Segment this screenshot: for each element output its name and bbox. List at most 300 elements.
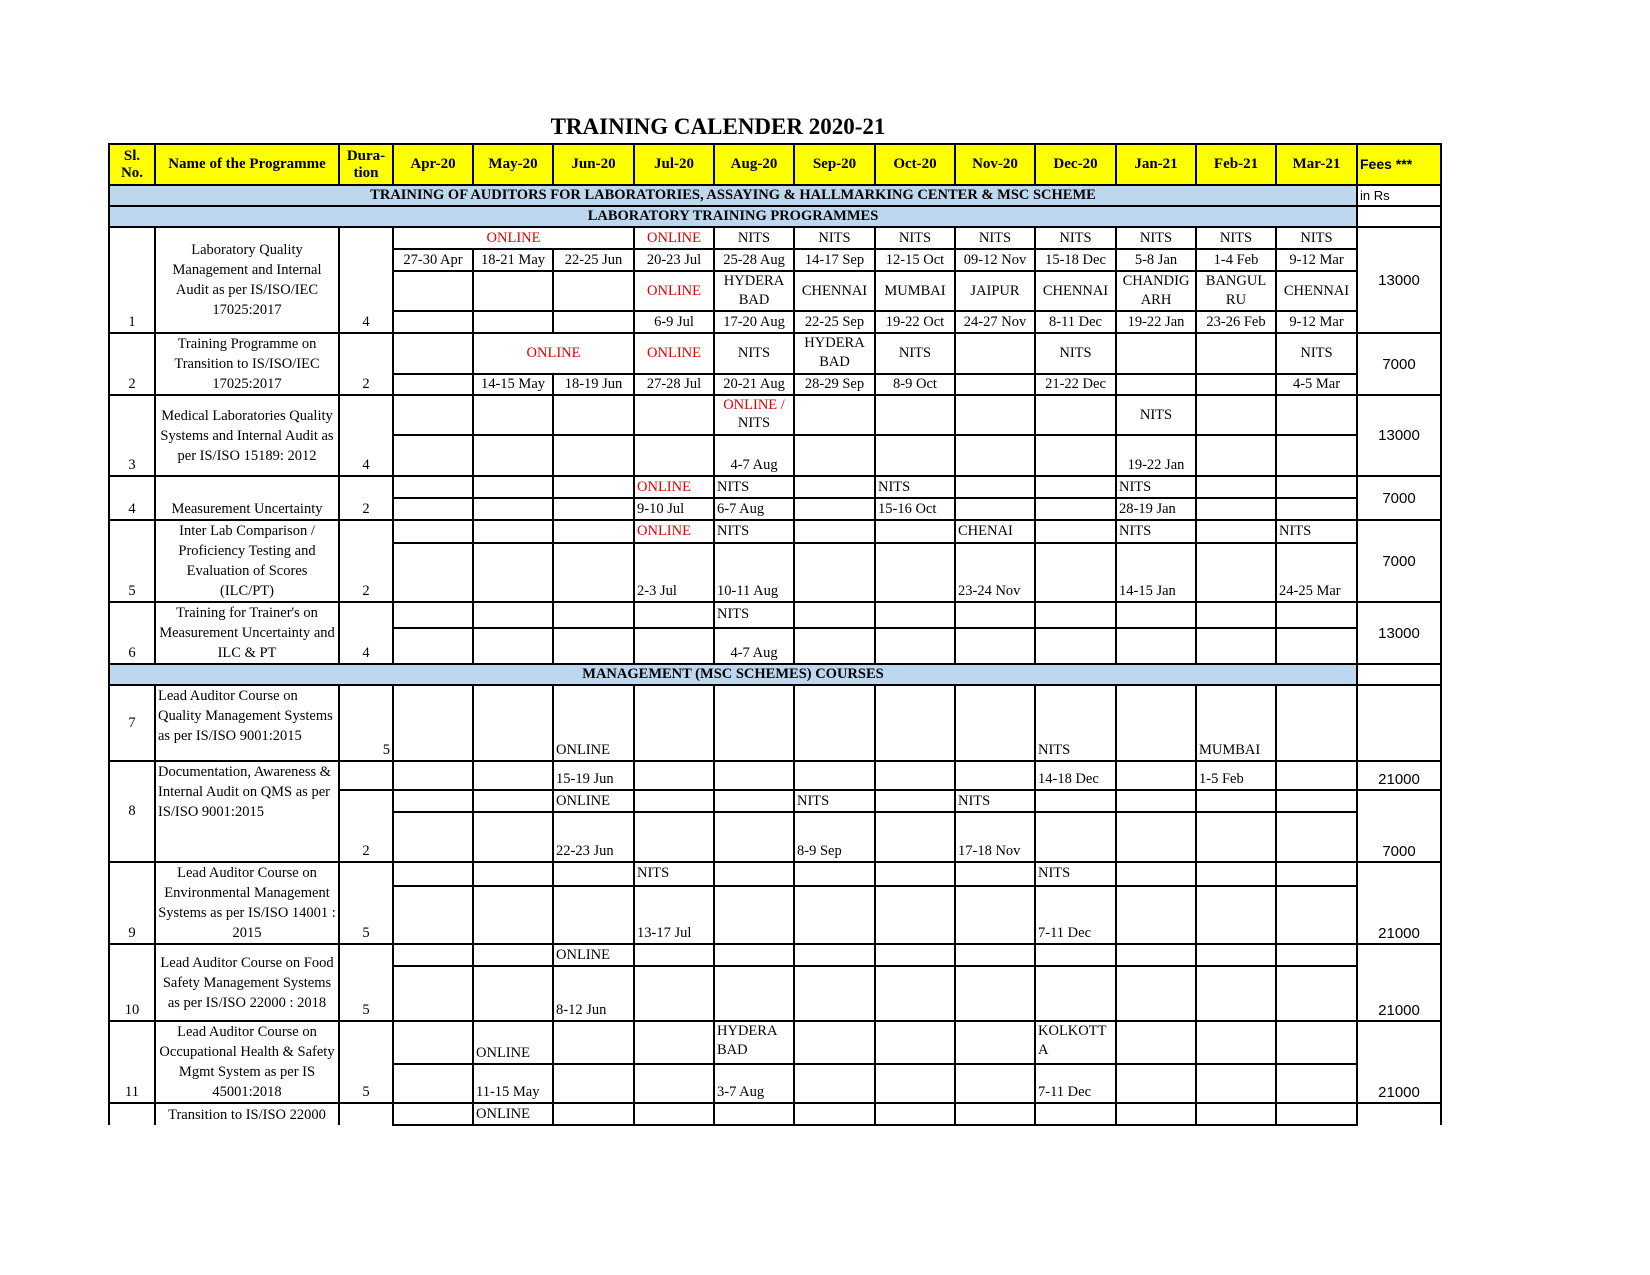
section-title-lab: LABORATORY TRAINING PROGRAMMES bbox=[109, 206, 1357, 227]
empty-cell bbox=[634, 1021, 714, 1064]
empty-cell bbox=[714, 685, 794, 761]
empty-cell bbox=[553, 271, 634, 311]
sl-no: 10 bbox=[109, 944, 155, 1021]
empty-cell bbox=[634, 395, 714, 435]
date-cell: 4-5 Mar bbox=[1276, 374, 1357, 395]
date-cell: 22-23 Jun bbox=[553, 812, 634, 862]
empty-cell bbox=[1035, 395, 1116, 435]
empty-cell bbox=[1116, 1021, 1196, 1064]
programme-name: Inter Lab Comparison / Proficiency Testing and Evaluation of Scores (ILC/PT) bbox=[155, 520, 339, 602]
mode-cell: NITS bbox=[875, 476, 955, 498]
empty-cell bbox=[955, 435, 1035, 476]
empty-cell bbox=[1116, 685, 1196, 761]
empty-cell bbox=[1116, 374, 1196, 395]
empty-cell bbox=[1276, 790, 1357, 812]
empty-cell bbox=[1116, 812, 1196, 862]
empty-cell bbox=[1116, 1103, 1196, 1125]
empty-cell bbox=[553, 628, 634, 664]
date-cell: 19-22 Oct bbox=[875, 311, 955, 333]
date-cell: 19-22 Jan bbox=[1116, 311, 1196, 333]
mode-cell: ONLINE bbox=[473, 1103, 553, 1125]
location-cell: CHENNAI bbox=[794, 271, 875, 311]
mode-cell: NITS bbox=[875, 333, 955, 374]
empty-cell bbox=[875, 543, 955, 602]
empty-cell bbox=[1276, 628, 1357, 664]
programme-name: Lead Auditor Course on Quality Management Systems as per IS/ISO 9001:2015 bbox=[155, 685, 339, 761]
empty-cell bbox=[955, 1103, 1035, 1125]
empty-cell bbox=[1116, 790, 1196, 812]
empty-cell bbox=[955, 886, 1035, 944]
date-cell: 23-26 Feb bbox=[1196, 311, 1276, 333]
empty-cell bbox=[875, 1103, 955, 1125]
empty-cell bbox=[473, 862, 553, 886]
fee: 7000 bbox=[1357, 333, 1441, 395]
empty-cell bbox=[393, 476, 473, 498]
empty-cell bbox=[1035, 543, 1116, 602]
empty-cell bbox=[1276, 761, 1357, 790]
empty-cell bbox=[875, 1021, 955, 1064]
mode-cell: NITS bbox=[1116, 395, 1196, 435]
empty-cell bbox=[794, 761, 875, 790]
empty-cell bbox=[794, 685, 875, 761]
mode-cell bbox=[714, 395, 794, 435]
empty-cell bbox=[634, 812, 714, 862]
empty-cell bbox=[1196, 435, 1276, 476]
date-cell: 4-7 Aug bbox=[714, 435, 794, 476]
empty-cell bbox=[794, 944, 875, 966]
header-month: Jun-20 bbox=[553, 144, 634, 185]
empty-cell bbox=[714, 761, 794, 790]
programme-name: Medical Laboratories Quality Systems and Internal Audit as per IS/ISO 15189: 2012 bbox=[155, 395, 339, 476]
header-row bbox=[109, 144, 1441, 185]
empty-cell bbox=[1196, 1064, 1276, 1103]
empty-cell bbox=[553, 1064, 634, 1103]
date-cell: 9-10 Jul bbox=[634, 498, 714, 520]
empty-cell bbox=[473, 520, 553, 543]
header-fees: Fees *** bbox=[1357, 144, 1441, 185]
empty-cell bbox=[473, 271, 553, 311]
empty-cell bbox=[875, 790, 955, 812]
empty-cell bbox=[794, 476, 875, 498]
date-cell: 28-19 Jan bbox=[1116, 498, 1196, 520]
sl-no: 4 bbox=[109, 476, 155, 520]
fee: 21000 bbox=[1357, 944, 1441, 1021]
empty-cell bbox=[393, 543, 473, 602]
empty-cell bbox=[955, 498, 1035, 520]
date-cell: 18-21 May bbox=[473, 249, 553, 271]
date-cell: 6-9 Jul bbox=[634, 311, 714, 333]
empty-cell bbox=[1116, 944, 1196, 966]
header-month: Oct-20 bbox=[875, 144, 955, 185]
empty-cell bbox=[955, 862, 1035, 886]
empty-cell bbox=[875, 1064, 955, 1103]
duration: 2 bbox=[339, 333, 393, 395]
empty-cell bbox=[794, 862, 875, 886]
date-cell: 6-7 Aug bbox=[714, 498, 794, 520]
date-cell: 27-30 Apr bbox=[393, 249, 473, 271]
empty-cell bbox=[955, 1021, 1035, 1064]
empty-cell bbox=[393, 628, 473, 664]
mode-cell: ONLINE bbox=[634, 520, 714, 543]
empty-cell bbox=[393, 761, 473, 790]
empty-cell bbox=[714, 886, 794, 944]
table-row bbox=[109, 520, 1441, 543]
programme-name: Transition to IS/ISO 22000 bbox=[155, 1103, 339, 1125]
location-cell: MUMBAI bbox=[875, 271, 955, 311]
date-cell: 15-19 Jun bbox=[553, 761, 634, 790]
empty-cell bbox=[955, 685, 1035, 761]
table-row bbox=[109, 395, 1441, 435]
fee: 21000 bbox=[1357, 761, 1441, 790]
empty-cell bbox=[1116, 966, 1196, 1021]
mode-cell: ONLINE bbox=[473, 1021, 553, 1064]
date-cell: 8-9 Oct bbox=[875, 374, 955, 395]
mode-cell: NITS bbox=[714, 227, 794, 249]
empty-cell bbox=[393, 790, 473, 812]
empty-cell bbox=[393, 374, 473, 395]
table-row bbox=[109, 862, 1441, 886]
empty-cell bbox=[794, 520, 875, 543]
table-row bbox=[109, 602, 1441, 628]
date-cell: 13-17 Jul bbox=[634, 886, 714, 944]
empty-cell bbox=[393, 812, 473, 862]
empty-cell bbox=[875, 966, 955, 1021]
location-cell: HYDERA BAD bbox=[714, 271, 794, 311]
date-cell: 9-12 Mar bbox=[1276, 249, 1357, 271]
section-row bbox=[109, 185, 1441, 206]
empty-cell bbox=[1276, 685, 1357, 761]
empty-cell bbox=[1196, 498, 1276, 520]
empty-cell bbox=[875, 812, 955, 862]
empty-cell bbox=[393, 1103, 473, 1125]
empty-cell bbox=[1276, 1064, 1357, 1103]
online-label: ONLINE / bbox=[723, 397, 785, 413]
date-cell: 22-25 Jun bbox=[553, 249, 634, 271]
duration: 2 bbox=[339, 520, 393, 602]
mode-cell: ONLINE bbox=[473, 333, 634, 374]
empty-cell bbox=[955, 966, 1035, 1021]
empty-cell bbox=[1035, 476, 1116, 498]
section-row bbox=[109, 664, 1441, 685]
programme-name: Lead Auditor Course on Environmental Management Systems as per IS/ISO 14001 : 2015 bbox=[155, 862, 339, 944]
empty-cell bbox=[1357, 206, 1441, 227]
programme-name: Training for Trainer's on Measurement Uncertainty and ILC & PT bbox=[155, 602, 339, 664]
location-cell: JAIPUR bbox=[955, 271, 1035, 311]
empty-cell bbox=[553, 1103, 634, 1125]
header-duration: Dura- tion bbox=[339, 144, 393, 185]
empty-cell bbox=[473, 435, 553, 476]
empty-cell bbox=[794, 966, 875, 1021]
fee: 7000 bbox=[1357, 790, 1441, 862]
empty-cell bbox=[714, 1103, 794, 1125]
empty-cell bbox=[1196, 374, 1276, 395]
date-cell: 17-20 Aug bbox=[714, 311, 794, 333]
date-cell: 09-12 Nov bbox=[955, 249, 1035, 271]
empty-cell bbox=[1196, 790, 1276, 812]
mode-cell: ONLINE bbox=[553, 790, 634, 812]
empty-cell bbox=[393, 311, 473, 333]
mode-cell: NITS bbox=[875, 227, 955, 249]
empty-cell bbox=[393, 685, 473, 761]
empty-cell bbox=[1196, 862, 1276, 886]
empty-cell bbox=[473, 311, 553, 333]
empty-cell bbox=[875, 862, 955, 886]
empty-cell bbox=[634, 966, 714, 1021]
date-cell: 27-28 Jul bbox=[634, 374, 714, 395]
mode-cell: NITS bbox=[1276, 333, 1357, 374]
duration: 5 bbox=[339, 1021, 393, 1103]
empty-cell bbox=[1196, 886, 1276, 944]
location-cell: CHENNAI bbox=[1035, 271, 1116, 311]
empty-cell bbox=[1035, 435, 1116, 476]
location-cell: HYDERA BAD bbox=[794, 333, 875, 374]
fee: 13000 bbox=[1357, 395, 1441, 476]
empty-cell bbox=[473, 543, 553, 602]
location-cell: CHANDIG ARH bbox=[1116, 271, 1196, 311]
empty-cell bbox=[1116, 628, 1196, 664]
duration: 4 bbox=[339, 227, 393, 333]
empty-cell bbox=[553, 602, 634, 628]
programme-name: Laboratory Quality Management and Internal Audit as per IS/ISO/IEC 17025:2017 bbox=[155, 227, 339, 333]
empty-cell bbox=[393, 966, 473, 1021]
date-cell: 8-11 Dec bbox=[1035, 311, 1116, 333]
date-cell: 12-15 Oct bbox=[875, 249, 955, 271]
empty-cell bbox=[1276, 435, 1357, 476]
empty-cell bbox=[393, 602, 473, 628]
header-month: Mar-21 bbox=[1276, 144, 1357, 185]
header-month: Dec-20 bbox=[1035, 144, 1116, 185]
header-month: Jul-20 bbox=[634, 144, 714, 185]
location-cell: MUMBAI bbox=[1196, 685, 1276, 761]
mode-cell: ONLINE bbox=[393, 227, 634, 249]
training-calendar-table bbox=[108, 143, 1442, 1126]
empty-cell bbox=[553, 520, 634, 543]
empty-cell bbox=[955, 395, 1035, 435]
empty-cell bbox=[1035, 944, 1116, 966]
empty-cell bbox=[875, 395, 955, 435]
empty-cell bbox=[1035, 498, 1116, 520]
sl-no: 2 bbox=[109, 333, 155, 395]
date-cell: 18-19 Jun bbox=[553, 374, 634, 395]
mode-cell: NITS bbox=[1035, 333, 1116, 374]
sl-no: 7 bbox=[109, 685, 155, 761]
mode-cell: NITS bbox=[955, 790, 1035, 812]
empty-cell bbox=[393, 333, 473, 374]
empty-cell bbox=[473, 498, 553, 520]
programme-name: Documentation, Awareness & Internal Audit on QMS as per IS/ISO 9001:2015 bbox=[155, 761, 339, 862]
empty-cell bbox=[794, 498, 875, 520]
empty-cell bbox=[634, 435, 714, 476]
date-cell: 23-24 Nov bbox=[955, 543, 1035, 602]
mode-cell: ONLINE bbox=[553, 944, 634, 966]
empty-cell bbox=[1276, 886, 1357, 944]
header-month: Feb-21 bbox=[1196, 144, 1276, 185]
empty-cell bbox=[794, 628, 875, 664]
empty-cell bbox=[1357, 1103, 1441, 1125]
mode-cell: NITS bbox=[794, 790, 875, 812]
mode-cell: NITS bbox=[1116, 476, 1196, 498]
table-row bbox=[109, 944, 1441, 966]
table-row bbox=[109, 685, 1441, 761]
header-programme-name: Name of the Programme bbox=[155, 144, 339, 185]
empty-cell bbox=[794, 435, 875, 476]
empty-cell bbox=[553, 862, 634, 886]
empty-cell bbox=[1116, 761, 1196, 790]
empty-cell bbox=[339, 761, 393, 790]
date-cell: 11-15 May bbox=[473, 1064, 553, 1103]
location-cell: HYDERA BAD bbox=[714, 1021, 794, 1064]
empty-cell bbox=[473, 476, 553, 498]
empty-cell bbox=[1116, 333, 1196, 374]
fee: 7000 bbox=[1357, 520, 1441, 602]
empty-cell bbox=[553, 498, 634, 520]
date-cell: 24-25 Mar bbox=[1276, 543, 1357, 602]
empty-cell bbox=[1276, 812, 1357, 862]
mode-cell: NITS bbox=[714, 333, 794, 374]
date-cell: 5-8 Jan bbox=[1116, 249, 1196, 271]
empty-cell bbox=[553, 1021, 634, 1064]
programme-name: Training Programme on Transition to IS/ISO/IEC 17025:2017 bbox=[155, 333, 339, 395]
empty-cell bbox=[1035, 790, 1116, 812]
empty-cell bbox=[794, 886, 875, 944]
date-cell: 3-7 Aug bbox=[714, 1064, 794, 1103]
sl-no: 11 bbox=[109, 1021, 155, 1103]
table-row bbox=[109, 476, 1441, 498]
empty-cell bbox=[553, 395, 634, 435]
mode-cell: NITS bbox=[1035, 227, 1116, 249]
empty-cell bbox=[1196, 333, 1276, 374]
empty-cell bbox=[393, 1021, 473, 1064]
empty-cell bbox=[875, 886, 955, 944]
empty-cell bbox=[634, 1103, 714, 1125]
empty-cell bbox=[1196, 1021, 1276, 1064]
empty-cell bbox=[875, 602, 955, 628]
fee: 13000 bbox=[1357, 602, 1441, 664]
empty-cell bbox=[473, 812, 553, 862]
date-cell: 15-18 Dec bbox=[1035, 249, 1116, 271]
empty-cell bbox=[634, 761, 714, 790]
empty-cell bbox=[714, 812, 794, 862]
header-month: Aug-20 bbox=[714, 144, 794, 185]
duration: 2 bbox=[339, 476, 393, 520]
empty-cell bbox=[714, 966, 794, 1021]
date-cell: 14-18 Dec bbox=[1035, 761, 1116, 790]
header-month: May-20 bbox=[473, 144, 553, 185]
mode-cell: NITS bbox=[794, 227, 875, 249]
duration: 4 bbox=[339, 395, 393, 476]
mode-cell: NITS bbox=[1116, 227, 1196, 249]
empty-cell bbox=[473, 944, 553, 966]
date-cell: 20-21 Aug bbox=[714, 374, 794, 395]
empty-cell bbox=[1116, 862, 1196, 886]
mode-cell: ONLINE bbox=[634, 476, 714, 498]
date-cell: 21-22 Dec bbox=[1035, 374, 1116, 395]
page-title: TRAINING CALENDER 2020-21 bbox=[550, 114, 886, 139]
empty-cell bbox=[1116, 602, 1196, 628]
empty-cell bbox=[393, 271, 473, 311]
empty-cell bbox=[473, 628, 553, 664]
mode-cell: ONLINE bbox=[634, 333, 714, 374]
date-cell: 8-9 Sep bbox=[794, 812, 875, 862]
empty-cell bbox=[955, 476, 1035, 498]
nits-label: NITS bbox=[737, 415, 771, 431]
empty-cell bbox=[634, 1064, 714, 1103]
date-cell: 1-4 Feb bbox=[1196, 249, 1276, 271]
empty-cell bbox=[1276, 862, 1357, 886]
date-cell: 8-12 Jun bbox=[553, 966, 634, 1021]
empty-cell bbox=[1196, 812, 1276, 862]
empty-cell bbox=[473, 761, 553, 790]
table-row bbox=[109, 333, 1441, 374]
empty-cell bbox=[553, 311, 634, 333]
mode-cell: NITS bbox=[1116, 520, 1196, 543]
location-cell: CHENNAI bbox=[1276, 271, 1357, 311]
table-row bbox=[109, 227, 1441, 249]
empty-cell bbox=[1035, 1103, 1116, 1125]
empty-cell bbox=[634, 628, 714, 664]
empty-cell bbox=[634, 944, 714, 966]
empty-cell bbox=[875, 435, 955, 476]
empty-cell bbox=[875, 628, 955, 664]
empty-cell bbox=[473, 602, 553, 628]
header-month: Nov-20 bbox=[955, 144, 1035, 185]
empty-cell bbox=[393, 435, 473, 476]
date-cell: 4-7 Aug bbox=[714, 628, 794, 664]
empty-cell bbox=[473, 790, 553, 812]
mode-cell: ONLINE bbox=[634, 271, 714, 311]
empty-cell bbox=[1035, 520, 1116, 543]
sl-no: 6 bbox=[109, 602, 155, 664]
date-cell: 17-18 Nov bbox=[955, 812, 1035, 862]
empty-cell bbox=[473, 685, 553, 761]
empty-cell bbox=[1276, 966, 1357, 1021]
empty-cell bbox=[1276, 498, 1357, 520]
duration: 5 bbox=[339, 862, 393, 944]
empty-cell bbox=[955, 1064, 1035, 1103]
empty-cell bbox=[553, 435, 634, 476]
empty-cell bbox=[553, 476, 634, 498]
empty-cell bbox=[1035, 628, 1116, 664]
empty-cell bbox=[1035, 812, 1116, 862]
section-title-auditors: TRAINING OF AUDITORS FOR LABORATORIES, ASSAYING & HALLMARKING CENTER & MSC SCHEME bbox=[109, 185, 1357, 206]
empty-cell bbox=[1196, 1103, 1276, 1125]
sl-no: 5 bbox=[109, 520, 155, 602]
mode-cell: NITS bbox=[1196, 227, 1276, 249]
empty-cell bbox=[1196, 395, 1276, 435]
date-cell: 10-11 Aug bbox=[714, 543, 794, 602]
programme-name: Lead Auditor Course on Food Safety Management Systems as per IS/ISO 22000 : 2018 bbox=[155, 944, 339, 1021]
sl-no: 3 bbox=[109, 395, 155, 476]
mode-cell: NITS bbox=[1276, 520, 1357, 543]
sl-no: 9 bbox=[109, 862, 155, 944]
empty-cell bbox=[794, 1103, 875, 1125]
date-cell: 9-12 Mar bbox=[1276, 311, 1357, 333]
empty-cell bbox=[1035, 602, 1116, 628]
empty-cell bbox=[393, 944, 473, 966]
empty-cell bbox=[393, 1064, 473, 1103]
empty-cell bbox=[1196, 543, 1276, 602]
header-sl-no: Sl. No. bbox=[109, 144, 155, 185]
duration: 2 bbox=[339, 790, 393, 862]
date-cell: 7-11 Dec bbox=[1035, 886, 1116, 944]
location-cell: KOLKOTT A bbox=[1035, 1021, 1116, 1064]
date-cell: 14-15 May bbox=[473, 374, 553, 395]
empty-cell bbox=[393, 498, 473, 520]
date-cell: 22-25 Sep bbox=[794, 311, 875, 333]
sl-no: 8 bbox=[109, 761, 155, 862]
empty-cell bbox=[1276, 602, 1357, 628]
empty-cell bbox=[714, 944, 794, 966]
